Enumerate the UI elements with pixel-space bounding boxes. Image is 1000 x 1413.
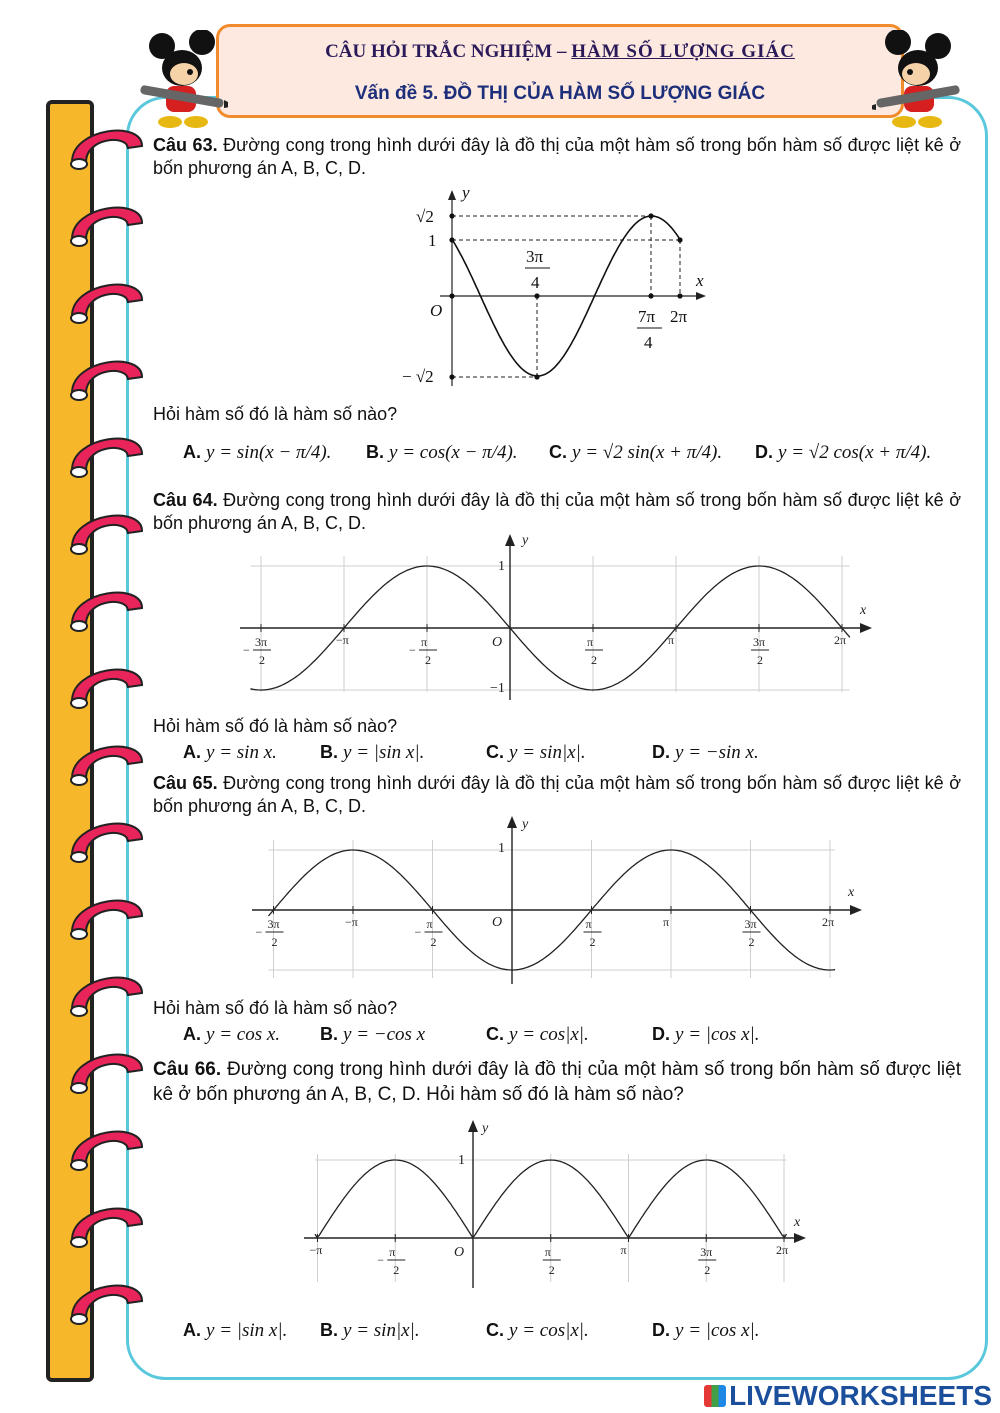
svg-text:2: 2 xyxy=(548,1263,555,1277)
svg-text:O: O xyxy=(492,635,503,650)
binder-ring-icon xyxy=(52,732,156,794)
svg-text:−: − xyxy=(414,925,422,939)
q63-option-b[interactable]: B. y = cos(x − π/4). xyxy=(366,442,518,463)
q63-xlab-3pi: 3π xyxy=(526,247,544,266)
q63-option-d[interactable]: D. y = √2 cos(x + π/4). xyxy=(755,442,932,463)
q63-xlab-4a: 4 xyxy=(531,273,540,292)
binder-ring-icon xyxy=(52,347,156,409)
q66-option-b[interactable]: B. y = sin|x|. xyxy=(320,1320,420,1341)
svg-text:2: 2 xyxy=(271,935,278,949)
q64-ask: Hỏi hàm số đó là hàm số nào? xyxy=(153,716,398,736)
q64-option-d[interactable]: D. y = −sin x. xyxy=(652,742,759,763)
svg-text:π: π xyxy=(426,917,433,931)
q63-xlab-7pi: 7π xyxy=(638,307,656,326)
q63-option-a[interactable]: A. y = sin(x − π/4). xyxy=(183,442,332,463)
svg-text:2π: 2π xyxy=(834,633,847,647)
binder-ring-icon xyxy=(52,809,156,871)
svg-text:1: 1 xyxy=(498,841,505,856)
liveworksheets-logo[interactable]: LIVEWORKSHEETS xyxy=(704,1380,992,1412)
binder-ring-icon xyxy=(52,501,156,563)
svg-text:π: π xyxy=(389,1245,396,1259)
q65-option-b[interactable]: B. y = −cos x xyxy=(320,1024,426,1045)
binder-ring-icon xyxy=(52,963,156,1025)
q66-option-d[interactable]: D. y = |cos x|. xyxy=(652,1320,760,1341)
q65-option-c[interactable]: C. y = cos|x|. xyxy=(486,1024,589,1045)
svg-text:2: 2 xyxy=(425,653,431,667)
svg-text:2π: 2π xyxy=(776,1243,789,1257)
q63-ylab-sqrt2: √2 xyxy=(416,207,434,226)
svg-text:−π: −π xyxy=(336,633,349,647)
header-title: CÂU HỎI TRẮC NGHIỆM – HÀM SỐ LƯỢNG GIÁC xyxy=(325,41,795,62)
svg-text:3π: 3π xyxy=(753,635,766,649)
binder-ring-icon xyxy=(52,270,156,332)
svg-text:π: π xyxy=(421,635,428,649)
q66-text: Câu 66. Đường cong trong hình dưới đây là đồ thị của một hàm số trong bốn hàm số được liệt kê ở bốn phương án A, B, C, D. Hỏi hàm số đó là hàm số nào? xyxy=(153,1059,961,1105)
q66-option-c[interactable]: C. y = cos|x|. xyxy=(486,1320,589,1341)
svg-text:1: 1 xyxy=(498,559,505,574)
q63-ylab-1: 1 xyxy=(428,231,437,250)
svg-text:2: 2 xyxy=(748,935,755,949)
binder-ring-icon xyxy=(52,655,156,717)
svg-text:π: π xyxy=(587,635,594,649)
svg-text:O: O xyxy=(454,1245,465,1260)
svg-text:2: 2 xyxy=(393,1263,400,1277)
q64-text: Câu 64. Đường cong trong hình dưới đây là đồ thị của một hàm số trong bốn hàm số được liệt kê ở bốn phương án A, B, C, D. xyxy=(153,490,961,533)
svg-text:2: 2 xyxy=(259,653,265,667)
q63-ylab-negsqrt2: − √2 xyxy=(402,367,434,386)
q65-option-a[interactable]: A. y = cos x. xyxy=(183,1024,281,1045)
svg-text:y: y xyxy=(522,817,529,832)
svg-text:π: π xyxy=(668,633,675,647)
q64-graph xyxy=(236,532,876,702)
svg-text:−: − xyxy=(377,1253,385,1267)
svg-text:3π: 3π xyxy=(255,635,268,649)
svg-text:π: π xyxy=(585,917,592,931)
q63-option-c[interactable]: C. y = √2 sin(x + π/4). xyxy=(549,442,723,463)
q63-ask: Hỏi hàm số đó là hàm số nào? xyxy=(153,404,398,424)
svg-text:3π: 3π xyxy=(744,917,757,931)
binder-ring-icon xyxy=(52,886,156,948)
svg-text:π: π xyxy=(544,1245,551,1259)
svg-text:x: x xyxy=(848,885,855,900)
q63-x-label: x xyxy=(696,271,704,290)
svg-text:x: x xyxy=(860,603,867,618)
binder-ring-icon xyxy=(52,578,156,640)
binder-ring-icon xyxy=(52,1117,156,1179)
binder-ring-icon xyxy=(52,1040,156,1102)
q65-text: Câu 65. Đường cong trong hình dưới đây là đồ thị của một hàm số trong bốn hàm số được liệt kê ở bốn phương án A, B, C, D. xyxy=(153,773,961,816)
svg-text:3π: 3π xyxy=(267,917,280,931)
q65-ask: Hỏi hàm số đó là hàm số nào? xyxy=(153,998,398,1018)
header-banner xyxy=(216,24,904,118)
logo-icon xyxy=(704,1385,726,1407)
svg-text:2: 2 xyxy=(589,935,596,949)
svg-text:y: y xyxy=(522,533,529,548)
svg-text:−1: −1 xyxy=(490,681,505,696)
svg-text:O: O xyxy=(492,915,503,930)
q64-option-b[interactable]: B. y = |sin x|. xyxy=(320,742,425,763)
svg-text:2: 2 xyxy=(591,653,597,667)
q63-graph xyxy=(400,188,710,388)
q64-option-a[interactable]: A. y = sin x. xyxy=(183,742,277,763)
svg-text:3π: 3π xyxy=(700,1245,713,1259)
binder-ring-icon xyxy=(52,1271,156,1333)
svg-text:2: 2 xyxy=(757,653,763,667)
q63-origin: O xyxy=(430,301,443,320)
svg-text:y: y xyxy=(482,1121,489,1136)
q64-option-c[interactable]: C. y = sin|x|. xyxy=(486,742,586,763)
svg-text:−: − xyxy=(243,643,250,657)
binder-ring-icon xyxy=(52,193,156,255)
binder-ring-icon xyxy=(52,424,156,486)
svg-text:π: π xyxy=(620,1243,627,1257)
q63-text: Câu 63. Đường cong trong hình dưới đây là đồ thị của một hàm số trong bốn hàm số được liệt kê ở bốn phương án A, B, C, D. xyxy=(153,135,961,178)
q63-xlab-4b: 4 xyxy=(644,333,653,352)
svg-text:1: 1 xyxy=(458,1153,465,1168)
q65-option-d[interactable]: D. y = |cos x|. xyxy=(652,1024,760,1045)
q66-graph xyxy=(300,1118,812,1290)
svg-text:π: π xyxy=(663,915,670,929)
svg-text:2π: 2π xyxy=(822,915,835,929)
mascot-left-icon xyxy=(140,30,228,130)
svg-text:2: 2 xyxy=(430,935,437,949)
svg-text:−: − xyxy=(255,925,263,939)
binder-ring-icon xyxy=(52,1194,156,1256)
mascot-right-icon xyxy=(872,30,960,130)
svg-text:−π: −π xyxy=(345,915,358,929)
q66-option-a[interactable]: A. y = |sin x|. xyxy=(183,1320,288,1341)
svg-text:−π: −π xyxy=(309,1243,323,1257)
svg-text:−: − xyxy=(409,643,416,657)
svg-text:2: 2 xyxy=(704,1263,711,1277)
header-subtitle: Vấn đề 5. ĐỒ THỊ CỦA HÀM SỐ LƯỢNG GIÁC xyxy=(354,83,766,104)
q63-xlab-2pi: 2π xyxy=(670,307,688,326)
svg-text:x: x xyxy=(794,1215,801,1230)
q63-y-label: y xyxy=(462,188,470,202)
q65-graph xyxy=(248,814,868,986)
